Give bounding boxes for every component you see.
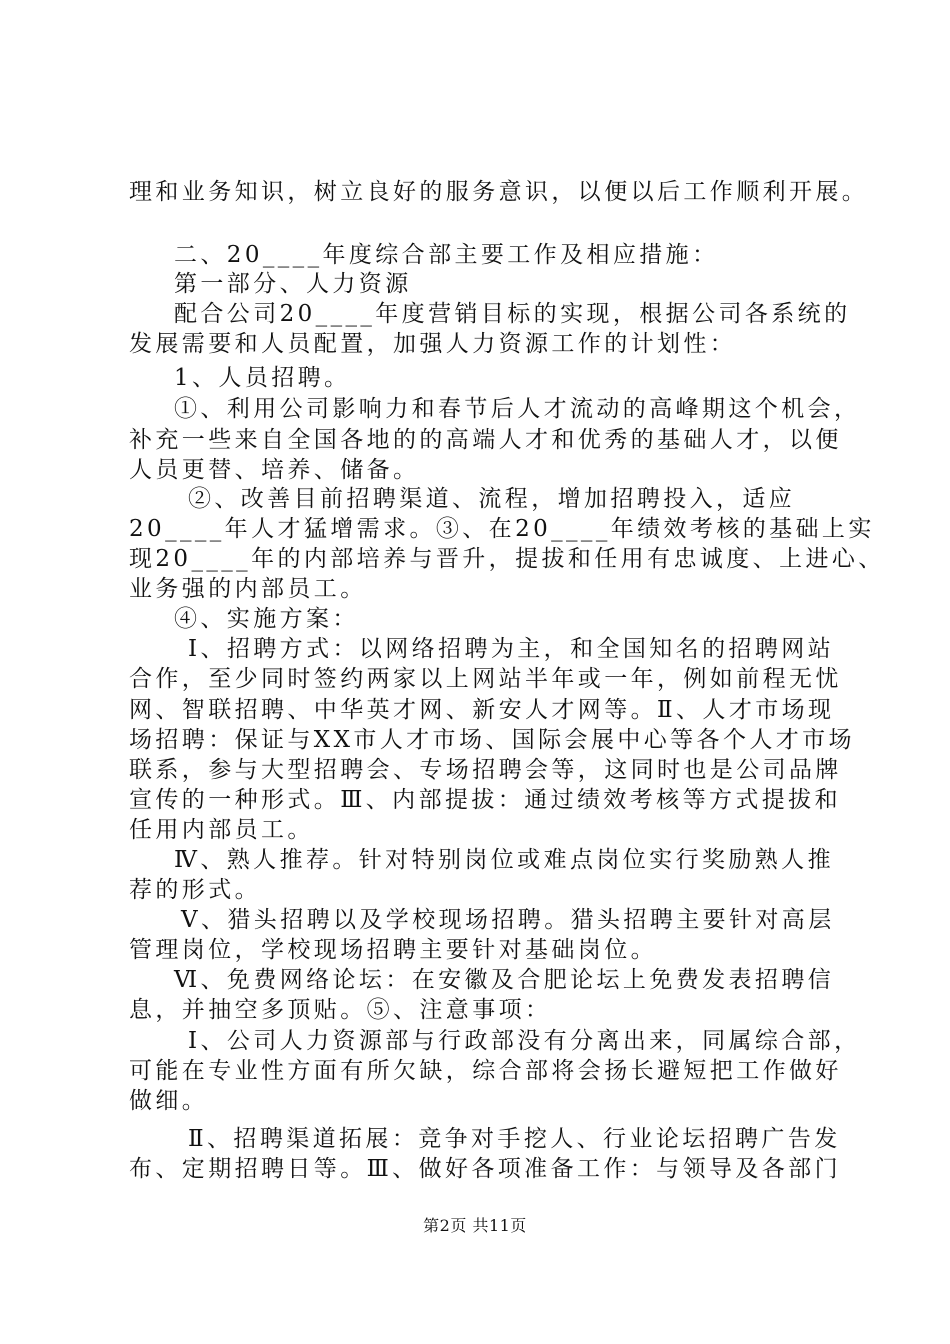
text-line: 联系，参与大型招聘会、专场招聘会等，这同时也是公司品牌 [129, 757, 842, 783]
text-line: 业务强的内部员工。 [129, 576, 367, 602]
text-line: 荐的形式。 [129, 877, 261, 903]
text-line: 理和业务知识，树立良好的服务意识，以便以后工作顺利开展。 [129, 179, 869, 205]
text-line: 补充一些来自全国各地的的高端人才和优秀的基础人才，以便 [129, 427, 842, 453]
text-line: 合作，至少同时签约两家以上网站半年或一年，例如前程无忧 [129, 666, 842, 692]
text-line: 场招聘：保证与XX市人才市场、国际会展中心等各个人才市场 [129, 727, 855, 753]
text-line: 人员更替、培养、储备。 [129, 457, 420, 483]
text-line: 可能在专业性方面有所欠缺，综合部将会扬长避短把工作做好 [129, 1058, 842, 1084]
text-line: 20____年人才猛增需求。③、在20____年绩效考核的基础上实 [129, 516, 875, 542]
text-line: Ⅰ、公司人力资源部与行政部没有分离出来，同属综合部， [188, 1028, 861, 1054]
page-number-footer: 第2页 共11页 [423, 1216, 527, 1235]
text-line: 任用内部员工。 [129, 817, 314, 843]
list-item-heading: ④、实施方案： [174, 606, 359, 632]
subsection-heading: 第一部分、人力资源 [174, 271, 412, 297]
text-line: 发展需要和人员配置，加强人力资源工作的计划性： [129, 331, 737, 357]
text-line: 宣传的一种形式。Ⅲ、内部提拔：通过绩效考核等方式提拔和 [129, 787, 841, 813]
list-item-heading: 1、人员招聘。 [174, 365, 351, 391]
text-line: Ⅵ、免费网络论坛：在安徽及合肥论坛上免费发表招聘信 [174, 967, 835, 993]
text-line: Ⅱ、招聘渠道拓展：竞争对手挖人、行业论坛招聘广告发 [188, 1126, 841, 1152]
text-line: 做细。 [129, 1088, 209, 1114]
text-line: 现20____年的内部培养与晋升，提拔和任用有忠诚度、上进心、 [129, 546, 885, 572]
text-line: 配合公司20____年度营销目标的实现，根据公司各系统的 [174, 301, 851, 327]
section-heading: 二、20____年度综合部主要工作及相应措施： [174, 242, 719, 268]
text-line: 网、智联招聘、中华英才网、新安人才网等。Ⅱ、人才市场现 [129, 697, 835, 723]
text-line: 布、定期招聘日等。Ⅲ、做好各项准备工作：与领导及各部门 [129, 1156, 841, 1182]
text-line: Ⅳ、熟人推荐。针对特别岗位或难点岗位实行奖励熟人推 [174, 847, 834, 873]
text-line: Ⅰ、招聘方式：以网络招聘为主，和全国知名的招聘网站 [188, 636, 835, 662]
text-line: 息，并抽空多顶贴。⑤、注意事项： [129, 997, 552, 1023]
text-line: 管理岗位，学校现场招聘主要针对基础岗位。 [129, 937, 657, 963]
text-line: Ⅴ、猎头招聘以及学校现场招聘。猎头招聘主要针对高层 [181, 907, 835, 933]
text-line: ②、改善目前招聘渠道、流程，增加招聘投入，适应 [188, 486, 796, 512]
text-line: ①、利用公司影响力和春节后人才流动的高峰期这个机会， [174, 396, 861, 422]
